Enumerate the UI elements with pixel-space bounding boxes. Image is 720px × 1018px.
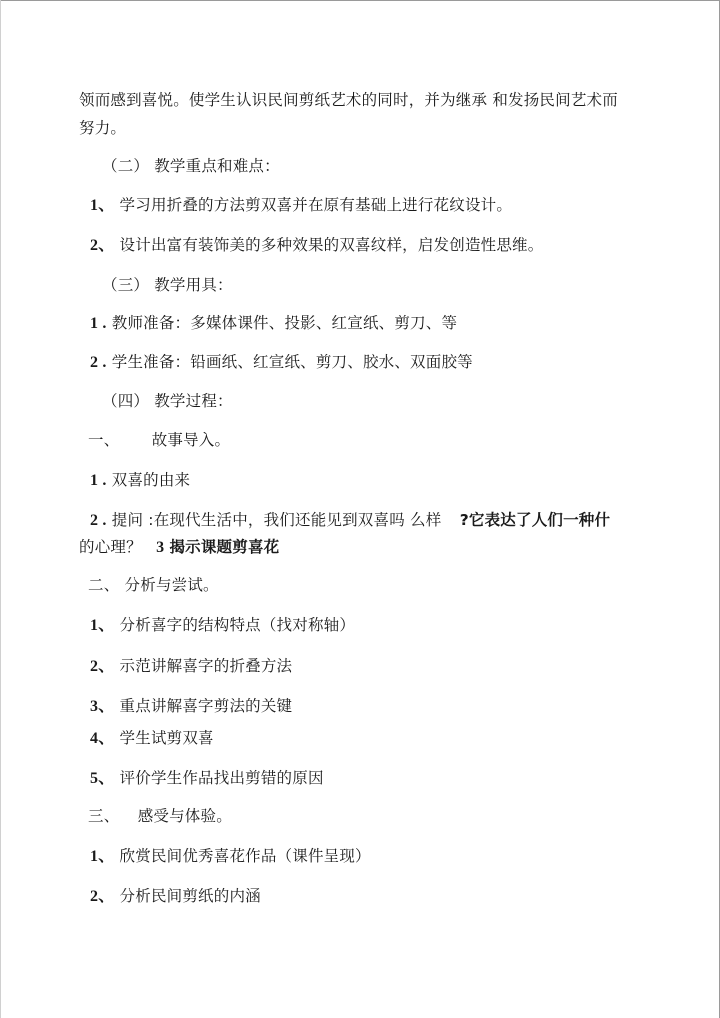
item-text-continued: ?它表达了人们一种什 bbox=[459, 511, 611, 529]
subsection-heading-2 bbox=[88, 575, 219, 595]
item-text: 学习用折叠的方法剪双喜并在原有基础上进行花纹设计。 bbox=[119, 196, 513, 214]
list-item bbox=[90, 510, 610, 531]
item-number: 1、 bbox=[90, 617, 115, 634]
item-text: 设计出富有装饰美的多种效果的双喜纹样，启发创造性思维。 bbox=[119, 236, 544, 254]
item-number: 1 . bbox=[90, 315, 107, 332]
list-item bbox=[90, 352, 473, 373]
paragraph-line-2: 努力。 bbox=[79, 119, 127, 137]
item-number: 5、 bbox=[90, 770, 115, 787]
item-text: 重点讲解喜字剪法的关键 bbox=[119, 697, 293, 715]
item-text: 的心理？ bbox=[79, 538, 142, 556]
item-text: 学生试剪双喜 bbox=[119, 729, 214, 747]
section-heading-3: （三） 教学用具： bbox=[102, 276, 233, 294]
list-item bbox=[90, 886, 261, 907]
list-item bbox=[90, 470, 190, 491]
section-heading-2: （二） 教学重点和难点： bbox=[102, 157, 280, 175]
item-text: 提问 :在现代生活中，我们还能见到双喜吗 么样 bbox=[111, 511, 442, 529]
item-number: 2、 bbox=[90, 658, 115, 675]
page-border-left bbox=[0, 0, 1, 1018]
item-text: 学生准备：铅画纸、红宣纸、剪刀、胶水、双面胶等 bbox=[111, 353, 473, 371]
item-number: 3 bbox=[156, 539, 165, 556]
list-item bbox=[90, 728, 214, 749]
subsection-title: 分析与尝试。 bbox=[124, 576, 219, 594]
item-number: 2 . bbox=[90, 512, 107, 529]
list-item-continuation bbox=[79, 537, 279, 558]
item-text: 示范讲解喜字的折叠方法 bbox=[119, 657, 293, 675]
item-number: 1、 bbox=[90, 197, 115, 214]
list-item bbox=[90, 846, 371, 867]
subsection-title: 故事导入。 bbox=[151, 431, 231, 449]
item-text: 评价学生作品找出剪错的原因 bbox=[119, 769, 324, 787]
item-number: 2、 bbox=[90, 237, 115, 254]
subsection-heading-1 bbox=[88, 430, 230, 450]
subsection-number: 二、 bbox=[88, 576, 120, 594]
page-border-top bbox=[0, 0, 720, 1]
item-number: 3、 bbox=[90, 698, 115, 715]
list-item bbox=[90, 195, 512, 216]
list-item bbox=[90, 656, 292, 677]
item-number: 1 . bbox=[90, 472, 107, 489]
list-item bbox=[90, 696, 292, 717]
item-text: 分析喜字的结构特点（找对称轴） bbox=[119, 616, 356, 634]
item-text: 双喜的由来 bbox=[111, 471, 191, 489]
item-number: 2、 bbox=[90, 888, 115, 905]
section-heading-4: （四） 教学过程： bbox=[102, 392, 233, 410]
subsection-number: 三、 bbox=[88, 807, 120, 825]
item-text: 分析民间剪纸的内涵 bbox=[119, 887, 261, 905]
item-number: 4、 bbox=[90, 730, 115, 747]
list-item bbox=[90, 235, 543, 256]
item-text: 揭示课题剪喜花 bbox=[169, 538, 280, 556]
list-item bbox=[90, 768, 324, 789]
subsection-title: 感受与体验。 bbox=[137, 807, 232, 825]
item-text: 欣赏民间优秀喜花作品（课件呈现） bbox=[119, 847, 371, 865]
item-text: 教师准备：多媒体课件、投影、红宣纸、剪刀、等 bbox=[111, 314, 458, 332]
item-number: 2 . bbox=[90, 354, 107, 371]
list-item bbox=[90, 313, 457, 334]
subsection-heading-3 bbox=[88, 806, 232, 826]
list-item bbox=[90, 615, 355, 636]
subsection-number: 一、 bbox=[88, 431, 120, 449]
paragraph-line-1: 领而感到喜悦。使学生认识民间剪纸艺术的同时，并为继承 和发扬民间艺术而 bbox=[79, 91, 618, 109]
item-number: 1、 bbox=[90, 848, 115, 865]
